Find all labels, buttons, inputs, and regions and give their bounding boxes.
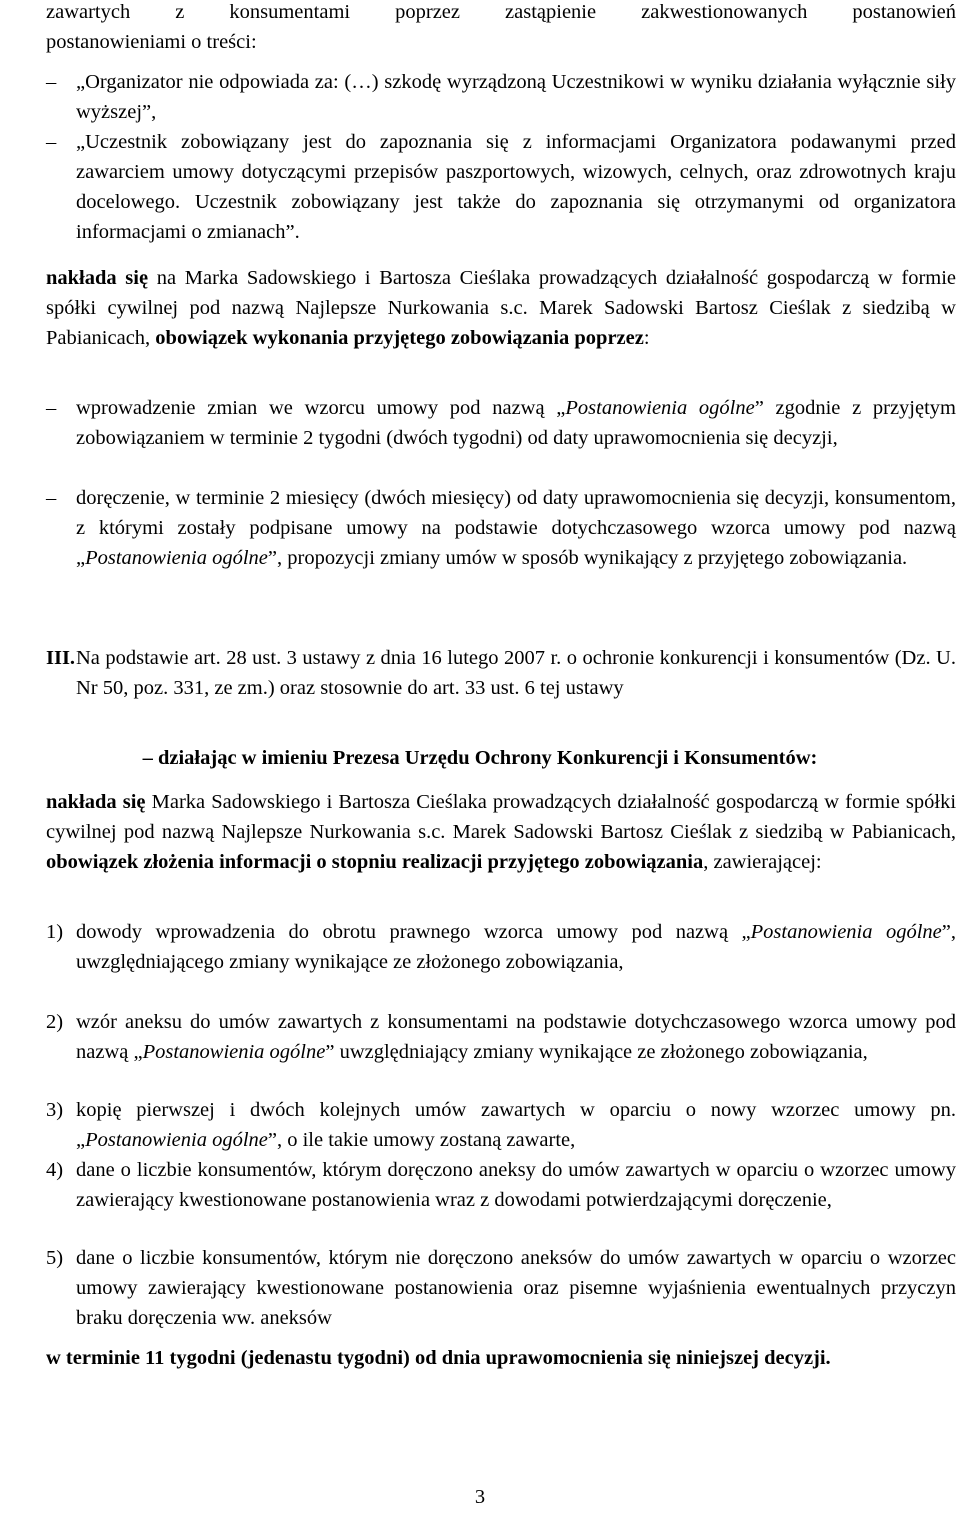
item-text-end: ” zgodnie z przyjętym zobowiązaniem w terminie 2 tygodni (dwóch tygodni) od daty uprawomocnienia się decyzji, [76, 397, 956, 449]
italic-title: Postanowienia ogólne [565, 397, 755, 419]
paragraph-tail: , zawierającej: [703, 851, 822, 873]
numbered-item-1 [46, 917, 956, 977]
section-label: III. [46, 647, 76, 669]
lead-bold-text: nakłada się [46, 791, 146, 813]
item-number: 2) [46, 1011, 64, 1033]
numbered-item-2 [46, 1007, 956, 1067]
item-text: kopię pierwszej i dwóch kolejnych umów zawartych w oparciu o nowy wzorzec umowy pn. „ [76, 1099, 956, 1151]
item-text-end: ”, propozycji zmiany umów w sposób wynikający z przyjętego zobowiązania. [267, 547, 908, 569]
item-text-end: ” uwzględniający zmiany wynikające ze złożonego zobowiązania, [325, 1041, 868, 1063]
paragraph-tail: : [643, 327, 650, 349]
item-text: wzór aneksu do umów zawartych z konsumentami na podstawie dotychczasowego wzorca umowy pod nazwą „ [76, 1011, 956, 1063]
item-text: dane o liczbie konsumentów, którym doręczono aneksy do umów zawartych w oparciu o wzorzec umowy zawierający kwestionowane postanowienia wraz z dowodami potwierdzającymi doręczenie, [76, 1159, 956, 1211]
acting-heading: – działając w imieniu Prezesa Urzędu Ochrony Konkurencji i Konsumentów: [142, 747, 818, 769]
item-text-end: ”, uwzględniającego zmiany wynikające ze złożonego zobowiązania, [76, 921, 957, 973]
item-number: 5) [46, 1247, 64, 1269]
item-text: dane o liczbie konsumentów, którym nie doręczono aneksów do umów zawartych w oparciu o wzorzec umowy zawierający kwestionowane postanowienia oraz pisemne wyjaśnienia ewentualnych przyczyn braku doręczenia ww. aneksów [76, 1247, 956, 1329]
italic-title: Postanowienia ogólne [142, 1041, 326, 1063]
numbered-item-5 [46, 1243, 956, 1333]
paragraph-text: Marka Sadowskiego i Bartosza Cieślaka prowadzących działalność gospodarczą w formie spółki cywilnej pod nazwą Najlepsze Nurkowania s.c. Marek Sadowski Bartosz Cieślak z siedzibą w Pabianicach, [46, 791, 957, 843]
section-text: Na podstawie art. 28 ust. 3 ustawy z dnia 16 lutego 2007 r. o ochronie konkurencji i konsumentów (Dz. U. Nr 50, poz. 331, ze zm.) oraz stosownie do art. 33 ust. 6 tej ustawy [76, 647, 956, 699]
quoted-clause-1 [46, 67, 956, 127]
obligation-item-2 [46, 483, 956, 573]
item-number: 4) [46, 1159, 64, 1181]
italic-title: Postanowienia ogólne [750, 921, 942, 943]
lead-bold-text: nakłada się [46, 267, 149, 289]
quoted-clause-2 [46, 127, 956, 247]
item-number: 3) [46, 1099, 64, 1121]
item-text-end: ”, o ile takie umowy zostaną zawarte, [267, 1129, 576, 1151]
dash-marker: – [46, 487, 57, 509]
deadline-text: w terminie 11 tygodni (jedenastu tygodni) od dnia uprawomocnienia się niniejszej decyzji. [46, 1347, 831, 1369]
numbered-item-4 [46, 1155, 956, 1215]
item-text: doręczenie, w terminie 2 miesięcy (dwóch miesięcy) od daty uprawomocnienia się decyzji, konsumentom, z którymi zostały podpisane umowy na podstawie dotychczasowego wzorca umowy pod nazwą „ [76, 487, 956, 569]
item-text: wprowadzenie zmian we wzorcu umowy pod nazwą „ [76, 397, 566, 419]
obligation-paragraph [46, 263, 956, 353]
page-number: 3 [474, 1486, 486, 1508]
dash-marker: – [46, 71, 57, 93]
dash-marker: – [46, 397, 57, 419]
obligation-item-1 [46, 393, 956, 453]
quoted-clause-text: „Uczestnik zobowiązany jest do zapoznania się z informacjami Organizatora podawanymi przed zawarciem umowy dotyczącymi przepisów paszportowych, wizowych, celnych, oraz zdrowotnych kraju docelowego. Uczestnik zobowiązany jest także do zapoznania się otrzymanymi od organizatora informacjami o zmianach”. [76, 131, 956, 243]
paragraph-text: na Marka Sadowskiego i Bartosza Cieślaka prowadzących działalność gospodarczą w formie spółki cywilnej pod nazwą Najlepsze Nurkowania s.c. Marek Sadowski Bartosz Cieślak z siedzibą w Pabianicach, [46, 267, 957, 349]
item-number: 1) [46, 921, 64, 943]
information-paragraph [46, 787, 956, 877]
intro-line-2: postanowieniami o treści: [46, 31, 257, 53]
italic-title: Postanowienia ogólne [85, 1129, 268, 1151]
dash-marker: – [46, 131, 57, 153]
intro-line-1: zawartych z konsumentami poprzez zastąpienie zakwestionowanych postanowień [46, 1, 956, 23]
numbered-item-3 [46, 1095, 956, 1155]
item-text: dowody wprowadzenia do obrotu prawnego wzorca umowy pod nazwą „ [76, 921, 751, 943]
obligation-bold-text: obowiązek złożenia informacji o stopniu realizacji przyjętego zobowiązania [46, 851, 704, 873]
quoted-clause-text: „Organizator nie odpowiada za: (…) szkodę wyrządzoną Uczestnikowi w wyniku działania wyłącznie siły wyższej”, [76, 71, 956, 123]
italic-title: Postanowienia ogólne [85, 547, 268, 569]
obligation-bold-text: obowiązek wykonania przyjętego zobowiązania poprzez [155, 327, 644, 349]
